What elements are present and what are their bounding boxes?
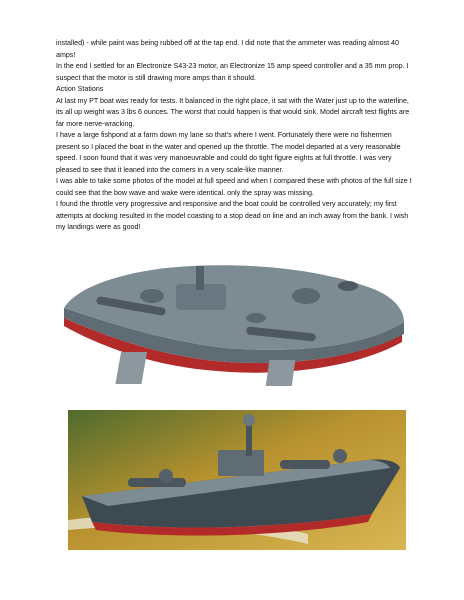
paragraph: At last my PT boat was ready for tests. It balanced in the right place, it sat with the Water just up to the waterline, its all up weight was 3 lbs 6 ounces. The worst that could happen is that would sink. Model aircraft test flights are far more nerve-wracking.	[56, 96, 410, 128]
gun-turret	[333, 449, 347, 463]
mast	[196, 266, 204, 290]
display-stand	[266, 360, 296, 386]
paragraph: I have a large fishpond at a farm down my lane so that's where I went. Fortunately there were no fishermen present so I placed the boat in the water and opened up the throttle. The model departed at a very reasonable speed. I soon found that it was very manoeuvrable and could do tight figure eights at full throttle. I was very pleased to see that it leaned into the corners in a very scale-like manner.	[56, 131, 401, 174]
gun-turret	[292, 288, 320, 304]
boat-cabin	[218, 450, 264, 476]
gun-turret	[159, 469, 173, 483]
radar	[243, 414, 255, 426]
display-stand	[115, 352, 147, 384]
section-heading: Action Stations	[56, 85, 104, 93]
torpedo	[280, 460, 330, 469]
gun-turret	[140, 289, 164, 303]
life-raft	[338, 281, 358, 291]
paragraph: I found the throttle very progressive and responsive and the boat could be controlled very accurately; my first attempts at docking resulted in the model coasting to a stop dead on line and an inch away from the bank. I wish my landings were as good!	[56, 200, 409, 231]
gun-turret	[246, 313, 266, 323]
paragraph: installed) - while paint was being rubbed off at the tap end. I did note that the ammeter was reading almost 40 amps!	[56, 39, 399, 59]
pt-boat-on-water-photo	[68, 410, 406, 550]
torpedo	[128, 478, 186, 487]
article-text	[56, 38, 416, 234]
paragraph: In the end I settled for an Electronize S43-23 motor, an Electronize 15 amp speed controller and a 35 mm prop. I suspect that the motor is still drawing more amps than it should.	[56, 62, 409, 82]
paragraph: I was able to take some photos of the model at full speed and when I compared these with photos of the full size I could see that the bow wave and wake were identical. only the spray was missing.	[56, 177, 412, 197]
pt-boat-model-photo	[56, 256, 408, 390]
